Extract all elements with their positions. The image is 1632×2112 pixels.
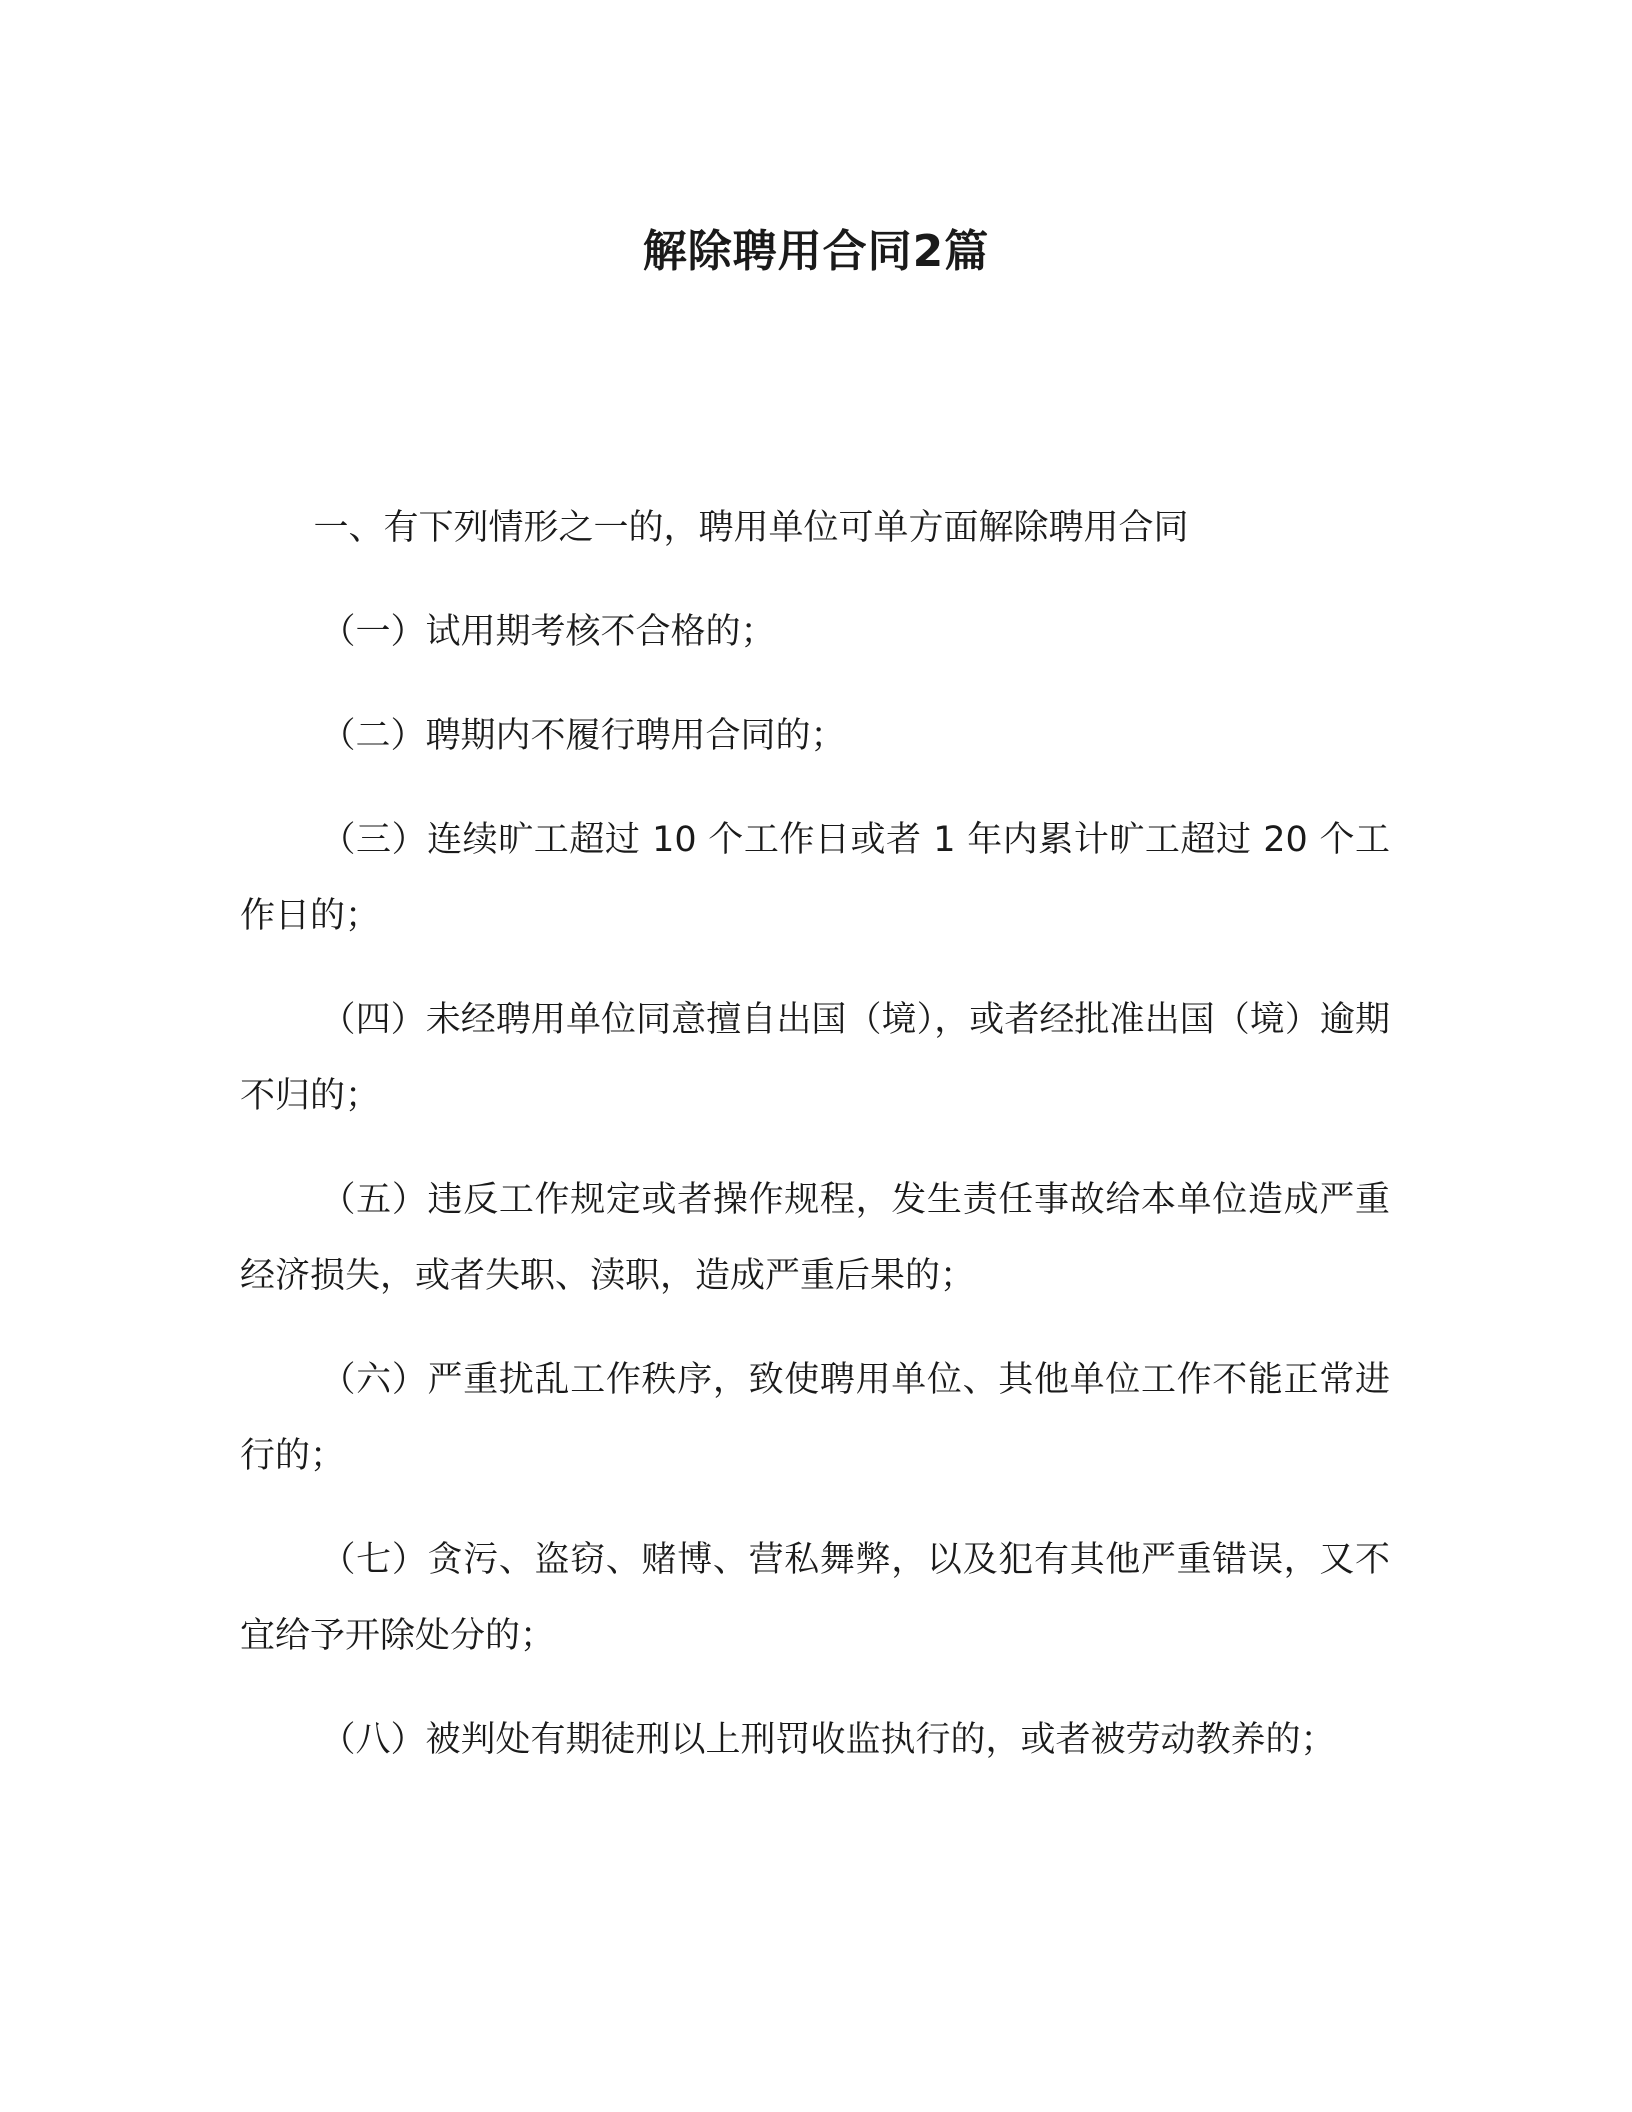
clause-item-3: （三）连续旷工超过 10 个工作日或者 1 年内累计旷工超过 20 个工作日的；	[240, 820, 1390, 936]
document-title: 解除聘用合同2篇	[642, 226, 990, 277]
clause-item-5: （五）违反工作规定或者操作规程，发生责任事故给本单位造成严重经济损失，或者失职、渎职，造成严重后果的；	[240, 1180, 1390, 1296]
section-heading: 一、有下列情形之一的，聘用单位可单方面解除聘用合同	[313, 508, 1189, 548]
clause-item-1: （一）试用期考核不合格的；	[320, 612, 776, 652]
clause-item-6: （六）严重扰乱工作秩序，致使聘用单位、其他单位工作不能正常进行的；	[240, 1360, 1390, 1476]
clause-item-2: （二）聘期内不履行聘用合同的；	[320, 716, 846, 756]
document-body	[240, 490, 1390, 1778]
clause-item-8: （八）被判处有期徒刑以上刑罚收监执行的，或者被劳动教养的；	[320, 1720, 1336, 1760]
clause-item-7: （七）贪污、盗窃、赌博、营私舞弊，以及犯有其他严重错误，又不宜给予开除处分的；	[240, 1540, 1390, 1656]
clause-item-4: （四）未经聘用单位同意擅自出国（境），或者经批准出国（境）逾期不归的；	[240, 1000, 1390, 1116]
